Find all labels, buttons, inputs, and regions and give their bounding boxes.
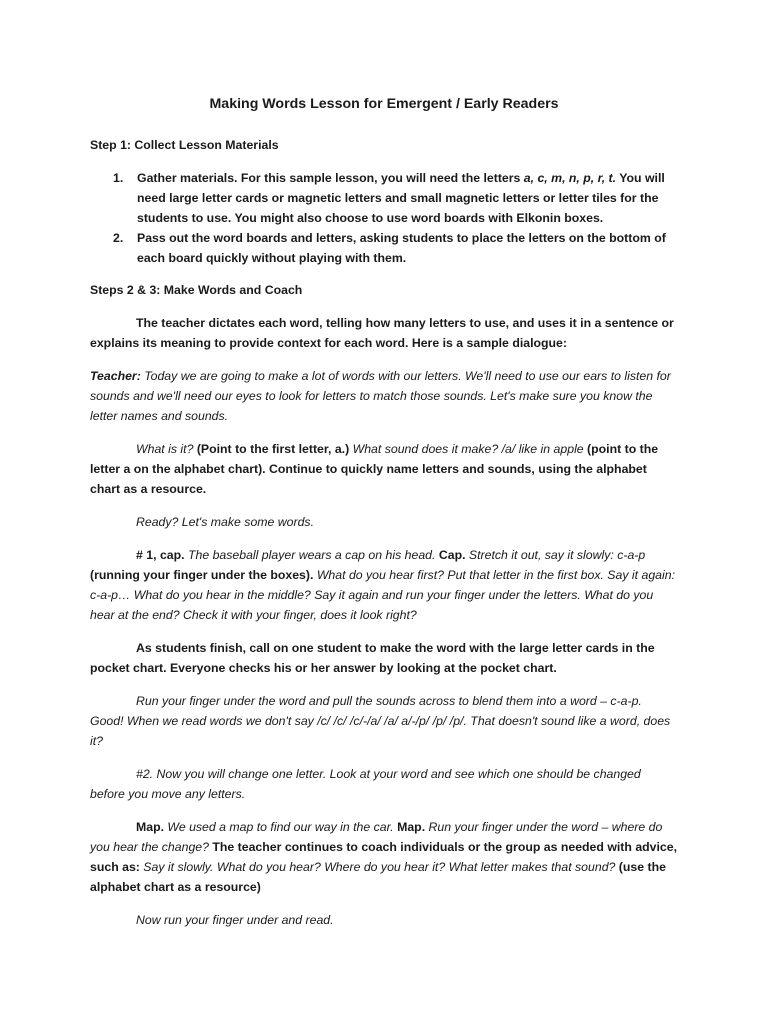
- list-item: [90, 168, 678, 228]
- dialogue-text: What sound does it make? /a/ like in apple: [352, 442, 584, 456]
- pocket-chart-paragraph: As students finish, call on one student to make the word with the large letter cards in the pocket chart. Everyone checks his or her answer by looking at the pocket chart.: [90, 641, 655, 675]
- materials-list: [90, 168, 678, 268]
- page-title: Making Words Lesson for Emergent / Early Readers: [209, 96, 559, 112]
- instruction-text: (running your finger under the boxes).: [90, 568, 314, 582]
- list-text: Pass out the word boards and letters, asking students to place the letters on the bottom of each board quickly without playing with them.: [137, 231, 666, 265]
- letter-set: a, c, m, n, p, r, t.: [523, 171, 617, 185]
- target-word: Cap.: [438, 548, 466, 562]
- dialogue-text: Stretch it out, say it slowly: c-a-p: [465, 548, 646, 562]
- letter-sound-paragraph: [90, 439, 678, 499]
- change-letter-paragraph: #2. Now you will change one letter. Look at your word and see which one should be changed before you move any letters.: [90, 767, 641, 801]
- word-number: # 1,: [136, 548, 160, 562]
- dialogue-text: We used a map to find our way in the car.: [164, 820, 398, 834]
- list-text: Gather materials. For this sample lesson, you will need the letters: [137, 171, 524, 185]
- steps23-heading: Steps 2 & 3: Make Words and Coach: [90, 283, 303, 297]
- instruction-text: (Point to the first letter, a.): [193, 442, 353, 456]
- ready-paragraph: Ready? Let's make some words.: [136, 515, 314, 529]
- dialogue-text: The baseball player wears a cap on his head.: [184, 548, 439, 562]
- intro-paragraph: The teacher dictates each word, telling how many letters to use, and uses it in a sentence or explains its meaning to provide context for each word. Here is a sample dialogue:: [90, 316, 674, 350]
- step1-heading: Step 1: Collect Lesson Materials: [90, 138, 279, 152]
- dialogue-text: What is it?: [136, 442, 194, 456]
- teacher-paragraph: [90, 366, 678, 426]
- list-item: [90, 228, 678, 268]
- list-number: 2.: [113, 231, 124, 245]
- list-text: You will need large letter cards or magnetic letters and small magnetic letters or letter tiles for the students to use. You might also choose to use word boards with Elkonin boxes.: [137, 171, 665, 225]
- instruction-text: The teacher continues to coach individuals or the group as needed with advice, such as:: [90, 840, 678, 874]
- blend-paragraph: Run your finger under the word and pull the sounds across to blend them into a word – c-a-p. Good! When we read words we don't say /c/ /c/ /c/-/a/ /a/ a/-/p/ /p/ /p/. That doesn't sound like a word, does it?: [90, 694, 671, 748]
- dialogue-text: Say it slowly. What do you hear? Where do you hear it? What letter makes that sound?: [139, 860, 616, 874]
- instruction-text: (use the alphabet chart as a resource): [90, 860, 666, 894]
- target-word: Map.: [397, 820, 426, 834]
- read-paragraph: Now run your finger under and read.: [136, 913, 334, 927]
- dialogue-text: Run your finger under the word – where do you hear the change?: [90, 820, 663, 854]
- target-word: Map.: [136, 820, 165, 834]
- word-map-paragraph: [90, 817, 678, 897]
- word-cap-paragraph: [90, 545, 678, 625]
- dialogue-text: What do you hear first? Put that letter in the first box. Say it again: c-a-p… What do you hear in the middle? Say it again and run your finger under the letters. What do you hear at the end? Check it with your finger, does it look right?: [90, 568, 675, 622]
- target-word: cap.: [159, 548, 185, 562]
- instruction-text: (point to the letter a on the alphabet chart). Continue to quickly name letters and sounds, using the alphabet chart as a resource.: [90, 442, 659, 496]
- dialogue-text: Today we are going to make a lot of words with our letters. We'll need to use our ears to listen for sounds and we'll need our eyes to look for letters to match those sounds. Let's make sure you know the letter names and sounds.: [90, 369, 671, 423]
- list-number: 1.: [113, 171, 124, 185]
- speaker-label: Teacher:: [90, 369, 141, 383]
